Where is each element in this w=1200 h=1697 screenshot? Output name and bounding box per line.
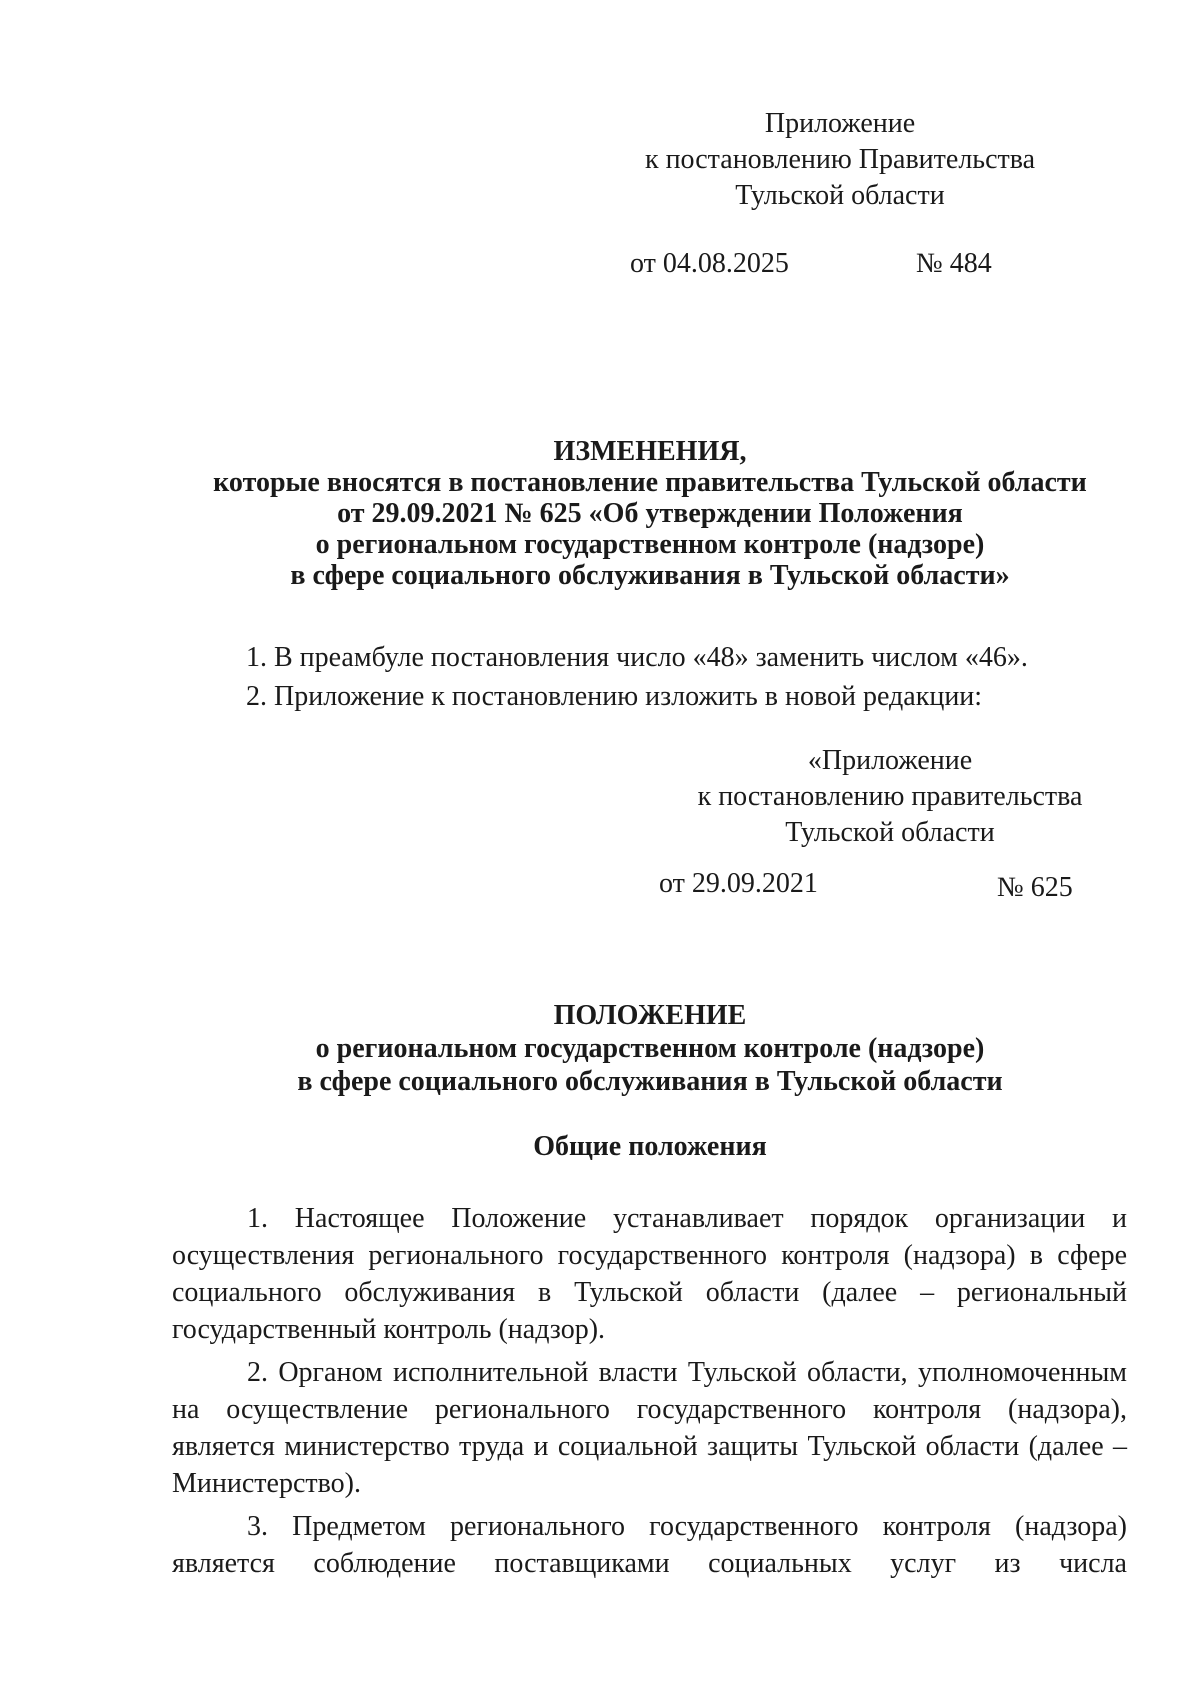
paragraph-2: 2. Органом исполнительной власти Тульской области, уполномоченным на осуществление регионального государственного контроля (надзора), является министерство труда и социальной защиты Тульской области (далее – Министерство). [172,1357,1127,1499]
changes-title-line4: в сфере социального обслуживания в Тульской области» [290,560,1010,591]
section-title: Общие положения [533,1131,767,1162]
header-appendix-number: № 484 [916,248,992,279]
change-item-1: 1. В преамбуле постановления число «48» заменить числом «46». [246,642,1028,673]
changes-title-line2: от 29.09.2021 № 625 «Об утверждении Положения [337,498,963,529]
changes-title [150,436,1150,591]
changes-heading: ИЗМЕНЕНИЯ, [553,436,747,467]
changes-title-line1: которые вносятся в постановление правительства Тульской области [213,467,1087,498]
regulation-heading: ПОЛОЖЕНИЕ [553,1000,747,1031]
changes-title-line3: о региональном государственном контроле (надзоре) [315,529,985,560]
header-appendix-line3: Тульской области [735,180,945,211]
inner-appendix-line2: к постановлению правительства [697,781,1083,812]
paragraph-1: 1. Настоящее Положение устанавливает порядок организации и осуществления регионального государственного контроля (надзора) в сфере социального обслуживания в Тульской области (далее – региональный государственный контроль (надзор). [172,1203,1127,1345]
regulation-title-line2: в сфере социального обслуживания в Тульской области [297,1066,1003,1097]
change-item-2: 2. Приложение к постановлению изложить в новой редакции: [246,681,983,712]
inner-appendix [660,743,1120,851]
header-appendix-date: от 04.08.2025 [630,248,789,279]
header-appendix-line2: к постановлению Правительства [644,144,1036,175]
header-appendix [600,106,1080,214]
header-appendix-line1: Приложение [764,108,916,139]
paragraph-3: 3. Предметом регионального государственного контроля (надзора) является соблюдение поставщиками социальных услуг из числа [172,1511,1127,1579]
body-paragraphs [172,1200,1127,1588]
regulation-title-line1: о региональном государственном контроле (надзоре) [315,1033,985,1064]
regulation-title [150,999,1150,1098]
inner-appendix-number: № 625 [997,872,1073,903]
inner-appendix-line1: «Приложение [807,745,973,776]
inner-appendix-date: от 29.09.2021 [659,868,818,899]
inner-appendix-line3: Тульской области [785,817,995,848]
